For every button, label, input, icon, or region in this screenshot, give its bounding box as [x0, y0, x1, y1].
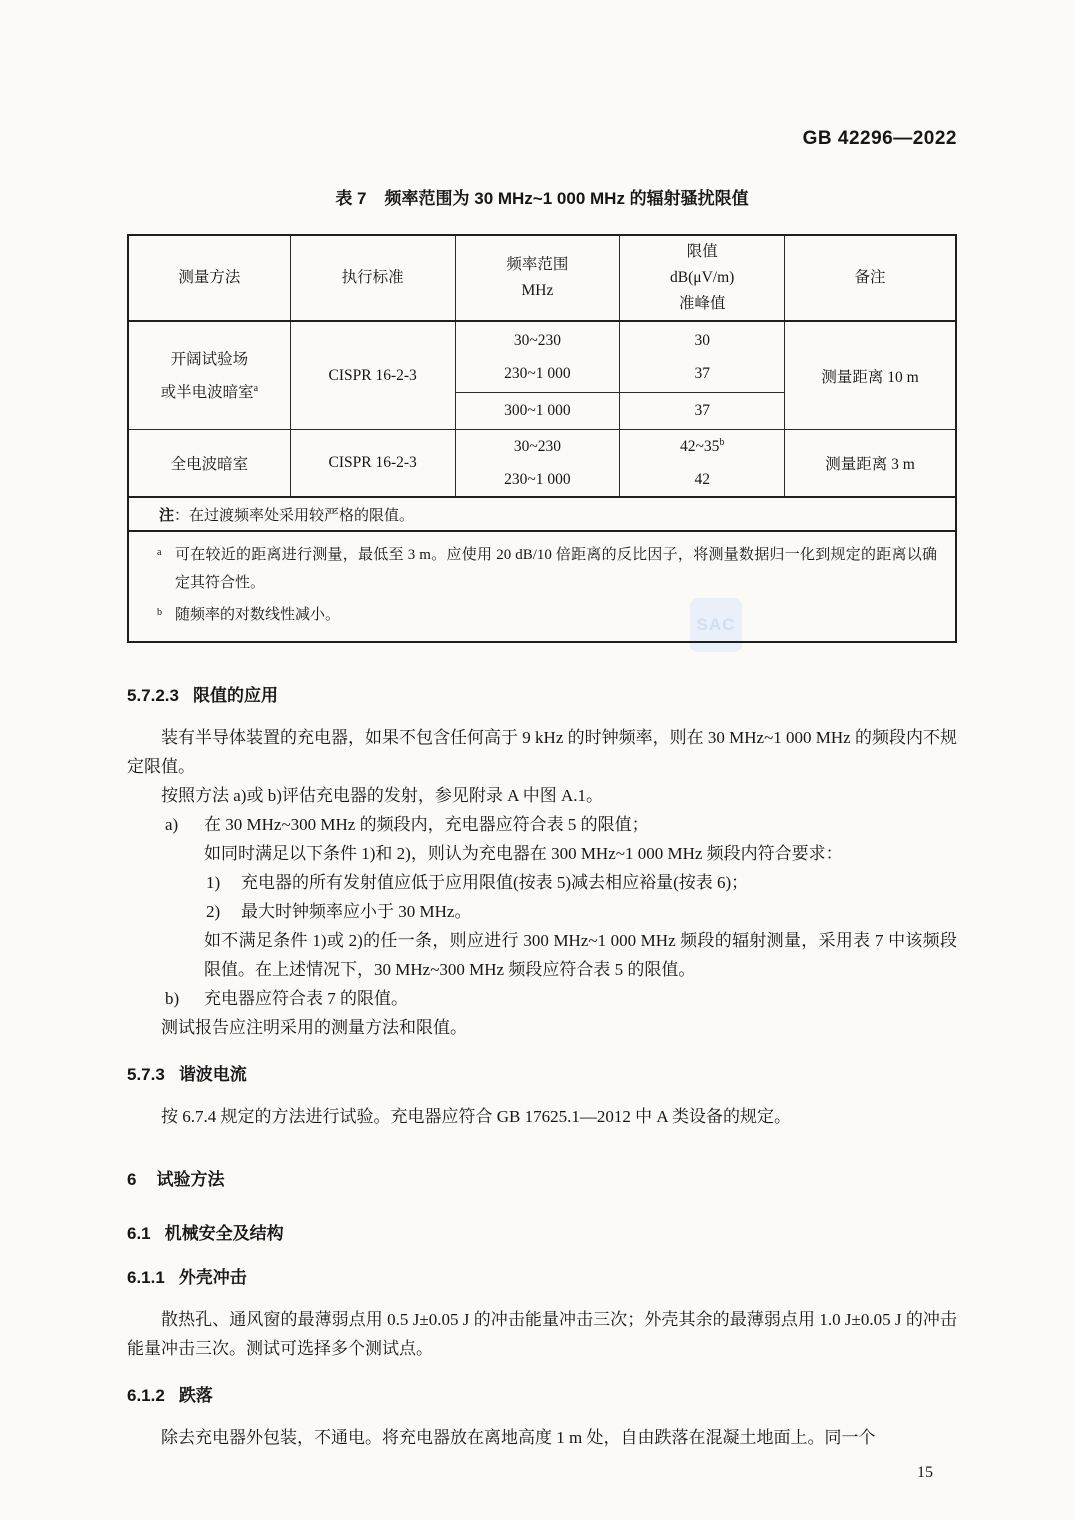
heading-5-7-3 — [127, 1062, 957, 1088]
cell-text: CISPR 16-2-3 — [328, 366, 417, 384]
heading-5-7-2-3 — [127, 683, 957, 709]
table-row-oats-suba — [128, 321, 956, 393]
note-text: ：在过渡频率处采用较严格的限值。 — [174, 507, 415, 524]
heading-6-1-2 — [127, 1383, 957, 1409]
col-header-text: 备注 — [854, 269, 886, 286]
col-header-text: 测量方法 — [178, 269, 241, 286]
footnote-b-marker: b — [157, 607, 162, 618]
cell-text: 42 — [694, 471, 710, 488]
col-header-text: dB(μV/m) — [670, 269, 735, 286]
list-item-a-text: 在 30 MHz~300 MHz 的频段内，充电器应符合表 5 的限值； — [204, 815, 649, 834]
col-header-text: 限值 — [686, 243, 718, 260]
table-7 — [127, 234, 957, 643]
list-marker-1: 1) — [206, 873, 221, 892]
heading-6-1 — [127, 1221, 957, 1247]
list-item-b-text: 充电器应符合表 7 的限值。 — [204, 989, 408, 1008]
footnote-a — [151, 541, 937, 597]
list-marker-2: 2) — [206, 902, 221, 921]
doc-number-header: GB 42296—2022 — [802, 128, 957, 149]
cell-text: 300~1 000 — [504, 402, 571, 419]
list-marker-b: b) — [165, 989, 180, 1008]
cell-text — [129, 376, 290, 409]
list-item-1-text: 充电器的所有发射值应低于应用限值(按表 5)减去相应裕量(按表 6)； — [241, 873, 749, 892]
heading-6-1-1 — [127, 1265, 957, 1291]
heading-6 — [127, 1167, 957, 1193]
footnote-ref-b: b — [719, 436, 725, 448]
list-item-a-continuation-1: 如同时满足以下条件 1)和 2)，则认为充电器在 300 MHz~1 000 MHz 频段内符合要求： — [204, 844, 843, 863]
list-item-2 — [127, 897, 957, 926]
list-item-b — [127, 984, 957, 1013]
heading-number: 6.1.2 — [127, 1386, 165, 1405]
cell-method-oats — [128, 321, 290, 430]
page-number: 15 — [917, 1464, 933, 1481]
cell-limit-row1-sub2 — [620, 393, 785, 430]
cell-text: 30 — [694, 332, 710, 349]
heading-title: 外壳冲击 — [178, 1268, 247, 1287]
cell-text: 或半电波暗室 — [160, 383, 254, 401]
list-item-2-text: 最大时钟频率应小于 30 MHz。 — [241, 902, 472, 921]
cell-limit-row2 — [620, 430, 785, 498]
cell-text: 30~230 — [513, 438, 561, 455]
heading-title: 限值的应用 — [193, 686, 278, 705]
cell-text: 42~35 — [680, 438, 720, 455]
col-header-text: 频率范围 — [506, 256, 569, 273]
cell-standard-cispr-1 — [290, 321, 455, 430]
col-header-exec-standard — [290, 235, 455, 321]
col-header-limit — [620, 235, 785, 321]
cell-text: 30~230 — [513, 332, 561, 349]
table-7-title-number: 表 7 — [335, 189, 367, 208]
cell-text — [620, 430, 784, 463]
heading-number: 6.1.1 — [127, 1268, 165, 1287]
footnote-b-text: 随频率的对数线性减小。 — [175, 607, 341, 623]
cell-remark-3m — [785, 430, 956, 498]
cell-freq-row1-sub1 — [455, 321, 620, 393]
table-note-row — [128, 497, 956, 531]
col-header-frequency-range — [455, 235, 620, 321]
list-item-a-continuation-2: 如不满足条件 1)或 2)的任一条，则应进行 300 MHz~1 000 MHz 频段的辐射测量，采用表 7 中该频段限值。在上述情况下，30 MHz~300 MHz 频段应符合表 5 的限值。 — [204, 931, 957, 979]
heading-number: 6.1 — [127, 1224, 151, 1243]
paragraph-drop-test: 除去充电器外包装，不通电。将充电器放在离地高度 1 m 处，自由跌落在混凝土地面上。同一个 — [161, 1428, 876, 1447]
heading-number: 5.7.2.3 — [127, 686, 179, 705]
footnote-a-text: 可在较近的距离进行测量，最低至 3 m。应使用 20 dB/10 倍距离的反比因子，将测量数据归一化到规定的距离以确定其符合性。 — [175, 547, 937, 591]
cell-freq-row1-sub2 — [455, 393, 620, 430]
heading-number: 6 — [127, 1170, 137, 1189]
table-header-row — [128, 235, 956, 321]
cell-text: 230~1 000 — [504, 365, 571, 382]
list-marker-a: a) — [165, 815, 179, 834]
footnote-b — [151, 601, 937, 629]
list-item-1 — [127, 868, 957, 897]
cell-freq-row2 — [455, 430, 620, 498]
footnote-ref-a: a — [253, 382, 259, 394]
col-header-remark — [785, 235, 956, 321]
cell-text: 37 — [694, 365, 710, 382]
table-7-title — [127, 186, 957, 212]
heading-title: 试验方法 — [156, 1170, 225, 1189]
paragraph-harmonic-current: 按 6.7.4 规定的方法进行试验。充电器应符合 GB 17625.1—2012 中 A 类设备的规定。 — [161, 1107, 791, 1126]
col-header-measure-method — [128, 235, 290, 321]
cell-method-fac — [128, 430, 290, 498]
table-7-title-text: 频率范围为 30 MHz~1 000 MHz 的辐射骚扰限值 — [384, 189, 749, 208]
table-note-cell — [128, 497, 956, 531]
table-footnotes-row — [128, 531, 956, 642]
cell-text: 开阔试验场 — [170, 350, 249, 368]
footnote-a-marker: a — [157, 547, 162, 558]
note-label: 注 — [159, 506, 175, 524]
heading-number: 5.7.3 — [127, 1065, 165, 1084]
heading-title: 谐波电流 — [178, 1065, 247, 1084]
cell-text: 230~1 000 — [504, 471, 571, 488]
heading-title: 跌落 — [178, 1386, 213, 1405]
col-header-text: 准峰值 — [678, 295, 726, 312]
table-footnotes-cell — [128, 531, 956, 642]
cell-text: 测量距离 10 m — [821, 368, 919, 386]
col-header-text: 执行标准 — [341, 269, 404, 286]
cell-text: 全电波暗室 — [170, 456, 249, 473]
paragraph-method-ab: 按照方法 a)或 b)评估充电器的发射，参见附录 A 中图 A.1。 — [161, 786, 603, 805]
cell-text: CISPR 16-2-3 — [328, 454, 417, 471]
cell-text: 测量距离 3 m — [825, 456, 915, 473]
cell-text: 37 — [694, 402, 710, 419]
paragraph-semiconductor-clock: 装有半导体装置的充电器，如果不包含任何高于 9 kHz 的时钟频率，则在 30 MHz~1 000 MHz 的频段内不规定限值。 — [127, 728, 957, 776]
cell-standard-cispr-2 — [290, 430, 455, 498]
table-row-fac — [128, 430, 956, 498]
cell-remark-10m — [785, 321, 956, 430]
heading-title: 机械安全及结构 — [164, 1224, 284, 1243]
scan-watermark: SAC — [690, 598, 742, 652]
document-page — [127, 0, 957, 1486]
paragraph-test-report: 测试报告应注明采用的测量方法和限值。 — [161, 1018, 467, 1037]
paragraph-enclosure-impact: 散热孔、通风窗的最薄弱点用 0.5 J±0.05 J 的冲击能量冲击三次；外壳其余的最薄弱点用 1.0 J±0.05 J 的冲击能量冲击三次。测试可选择多个测试点。 — [127, 1310, 957, 1358]
cell-limit-row1-sub1 — [620, 321, 785, 393]
list-item-a — [127, 810, 957, 839]
col-header-text: MHz — [521, 282, 554, 299]
